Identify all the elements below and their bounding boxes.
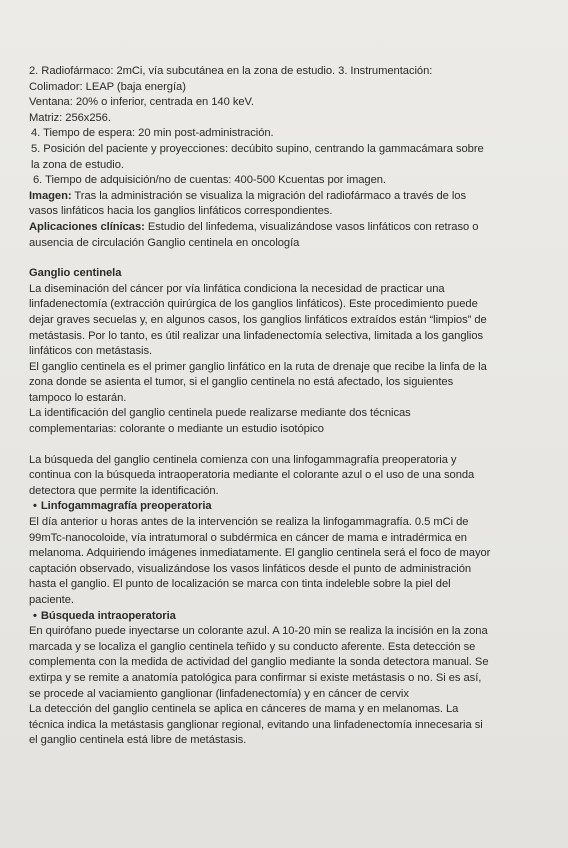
paragraph-tiempo-espera: 4. Tiempo de espera: 20 min post-administración. (31, 127, 274, 140)
imagen-label: Imagen: (29, 189, 72, 202)
heading-linfogammagrafia (29, 499, 491, 515)
paragraph-colimador: Colimador: LEAP (baja energía) (29, 80, 186, 93)
heading-busqueda-intraoperatoria (29, 609, 491, 625)
spacer (29, 438, 491, 453)
paragraph-posicion: 5. Posición del paciente y proyecciones: decúbito supino, centrando la gammacámara sobre la zona de estudio. (31, 142, 484, 171)
paragraph-tiempo-adquisicion: 6. Tiempo de adquisición/no de cuentas: 400-500 Kcuentas por imagen. (33, 174, 386, 187)
heading-ganglio-centinela: Ganglio centinela (29, 267, 122, 280)
paragraph-diseminacion: La diseminación del cáncer por vía linfática condiciona la necesidad de practicar una linfadenectomía (extracción quirúrgica de los ganglios linfáticos). Este procedimiento puede dejar graves secuelas y, en algunos casos, los ganglios linfáticos extraídos están “limpios” de metástasis. Por lo tanto, es útil realizar una linfadenectomía selectiva, limitada a los ganglios linfáticos con metástasis. (29, 282, 487, 358)
paragraph-matriz: Matriz: 256x256. (29, 111, 111, 124)
paragraph-busqueda: La búsqueda del ganglio centinela comienza con una linfogammagrafía preoperatoria y continua con la búsqueda intraoperatoria mediante el colorante azul o el uso de una sonda detectora que permite la identificación. (29, 453, 475, 497)
bullet-icon: • (33, 500, 37, 513)
aplicaciones-label: Aplicaciones clínicas: (29, 220, 145, 233)
bullet-icon: • (33, 609, 37, 622)
paragraph-imagen (29, 189, 491, 220)
document-body (29, 64, 491, 749)
aplicaciones-text: Estudio del linfedema, visualizándose vasos linfáticos con retraso o ausencia de circulación Ganglio centinela en oncología (29, 220, 479, 249)
heading-busqueda-intraoperatoria-text: Búsqueda intraoperatoria (40, 609, 176, 622)
spacer (29, 251, 491, 266)
heading-linfogammagrafia-text: Linfogammagrafía preoperatoria (40, 500, 212, 513)
paragraph-deteccion: La detección del ganglio centinela se aplica en cánceres de mama y en melanomas. La técnica indica la metástasis ganglionar regional, evitando una linfadenectomía innecesaria si el ganglio centinela está libre de metástasis. (29, 703, 483, 747)
paragraph-identificacion: La identificación del ganglio centinela puede realizarse mediante dos técnicas complementarias: colorante o mediante un estudio isotópico (29, 407, 411, 436)
imagen-text: Tras la administración se visualiza la migración del radiofármaco a través de los vasos linfáticos hacia los ganglios linfáticos correspondientes. (29, 189, 467, 218)
paragraph-aplicaciones (29, 220, 491, 251)
paragraph-linfogammagrafia: El día anterior u horas antes de la intervención se realiza la linfogammagrafía. 0.5 mCi de 99mTc-nanocoloide, vía intratumoral o subdérmica en cáncer de mama e intradérmica en melanoma. Adquiriendo imágenes inmediatamente. El ganglio centinela será el foco de mayor captación observado, visualizándose los vasos linfáticos desde el punto de administración hasta el ganglio. El punto de localización se marca con tinta indeleble sobre la piel del paciente. (29, 516, 491, 606)
paragraph-radiofarmaco: 2. Radiofármaco: 2mCi, vía subcutánea en la zona de estudio. 3. Instrumentación: (29, 65, 433, 77)
paragraph-ventana: Ventana: 20% o inferior, centrada en 140 keV. (29, 96, 254, 109)
paragraph-definicion: El ganglio centinela es el primer ganglio linfático en la ruta de drenaje que recibe la linfa de la zona donde se asienta el tumor, si el ganglio centinela no está afectado, los siguientes tampoco lo estarán. (29, 360, 487, 404)
paragraph-quirofano: En quirófano puede inyectarse un colorante azul. A 10-20 min se realiza la incisión en la zona marcada y se localiza el ganglio centinela teñido y su conducto aferente. Esta detección se complementa con la medida de actividad del ganglio mediante la sonda detectora manual. Se extirpa y se remite a anatomía patológica para confirmar si existe metástasis o no. Si es así, se procede al vaciamiento ganglionar (linfadenectomía) y en cáncer de cervix (29, 625, 489, 700)
